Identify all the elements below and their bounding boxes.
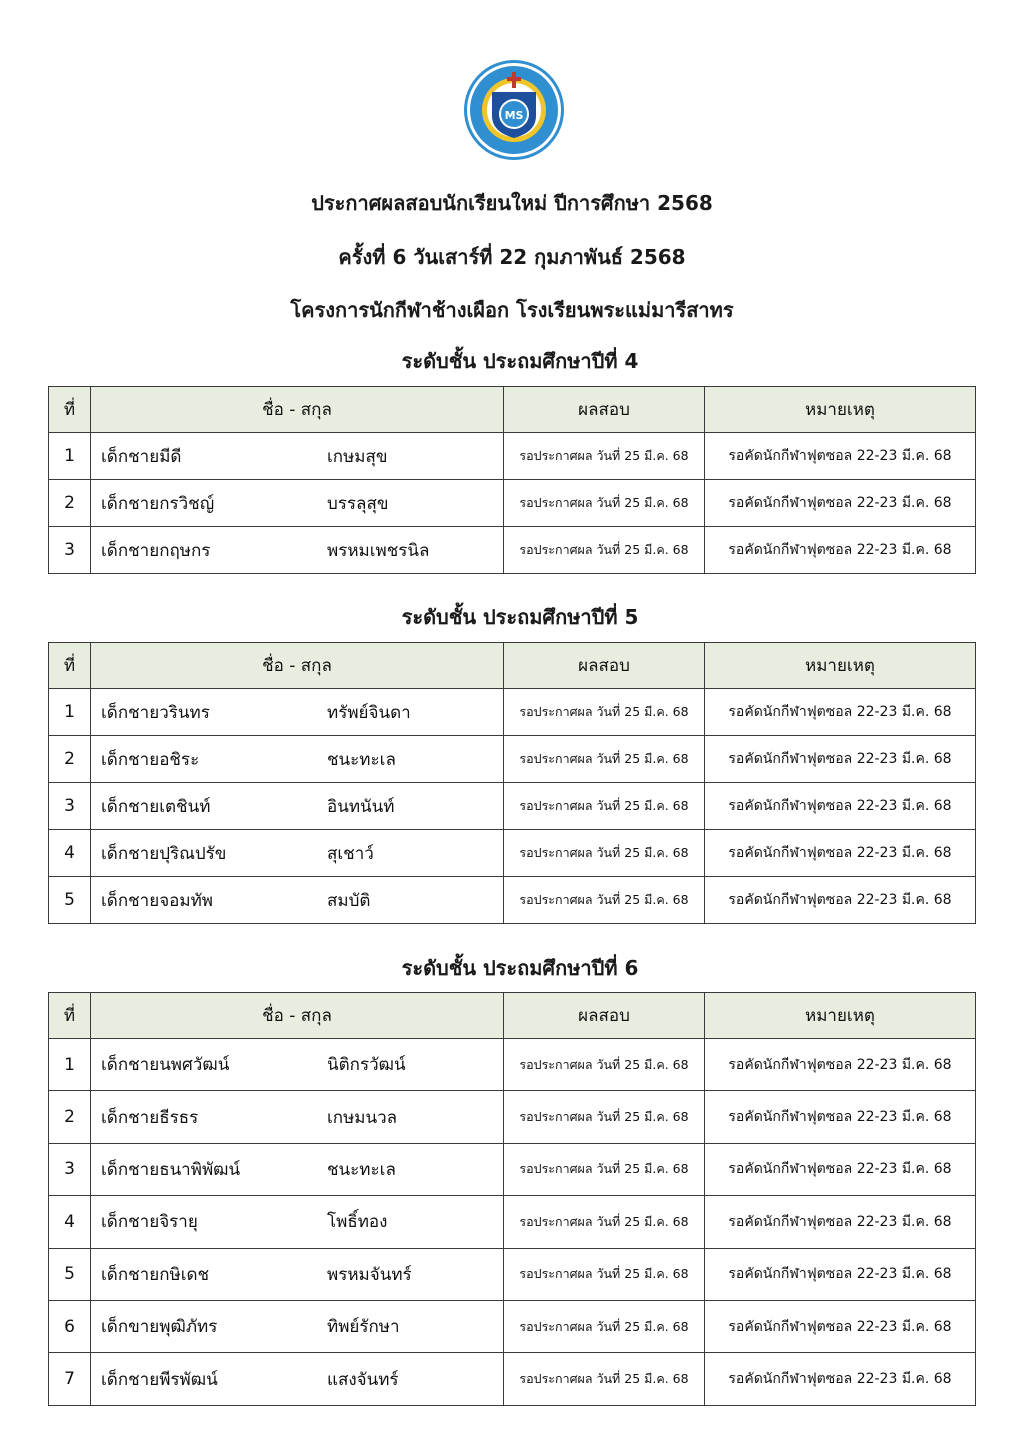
row-number: 1 bbox=[49, 689, 91, 736]
row-number: 3 bbox=[49, 783, 91, 830]
exam-result: รอประกาศผล วันที่ 25 มี.ค. 68 bbox=[504, 1353, 705, 1405]
row-number: 1 bbox=[49, 1039, 91, 1091]
remark-note: รอคัดนักกีฬาฟุตซอล 22-23 มี.ค. 68 bbox=[705, 1091, 976, 1143]
program-title: โครงการนักกีฬาช้างเผือก โรงเรียนพระแม่มารีสาทร bbox=[290, 298, 734, 322]
column-header-result: ผลสอบ bbox=[504, 643, 705, 689]
student-last-name: ทรัพย์จินดา bbox=[327, 702, 411, 723]
student-first-name: เด็กชายนพศวัฒน์ bbox=[101, 1055, 230, 1076]
table-row bbox=[49, 783, 976, 830]
table-row bbox=[49, 877, 976, 924]
student-first-name: เด็กชายกฤษกร bbox=[101, 540, 211, 561]
student-last-name: ทิพย์รักษา bbox=[327, 1317, 400, 1338]
student-name-cell bbox=[91, 1091, 504, 1143]
student-first-name: เด็กชายกรวิชญ์ bbox=[101, 493, 215, 514]
student-last-name: เกษมนวล bbox=[327, 1107, 398, 1128]
student-name-cell bbox=[91, 527, 504, 574]
student-last-name: ชนะทะเล bbox=[327, 1159, 396, 1180]
remark-note: รอคัดนักกีฬาฟุตซอล 22-23 มี.ค. 68 bbox=[705, 689, 976, 736]
exam-result: รอประกาศผล วันที่ 25 มี.ค. 68 bbox=[504, 689, 705, 736]
exam-result: รอประกาศผล วันที่ 25 มี.ค. 68 bbox=[504, 830, 705, 877]
student-name-cell bbox=[91, 689, 504, 736]
exam-result: รอประกาศผล วันที่ 25 มี.ค. 68 bbox=[504, 480, 705, 527]
column-header-remark: หมายเหตุ bbox=[705, 643, 976, 689]
row-number: 7 bbox=[49, 1353, 91, 1405]
student-name-cell bbox=[91, 433, 504, 480]
table-row bbox=[49, 1196, 976, 1248]
exam-result: รอประกาศผล วันที่ 25 มี.ค. 68 bbox=[504, 1300, 705, 1352]
table-row bbox=[49, 433, 976, 480]
exam-result: รอประกาศผล วันที่ 25 มี.ค. 68 bbox=[504, 1143, 705, 1195]
student-first-name: เด็กชายวรินทร bbox=[101, 702, 210, 723]
student-first-name: เด็กชายปุริณปรัข bbox=[101, 843, 227, 864]
student-last-name: นิติกรวัฒน์ bbox=[327, 1055, 406, 1076]
student-last-name: ชนะทะเล bbox=[327, 749, 396, 770]
student-last-name: พรหมจันทร์ bbox=[327, 1264, 412, 1285]
remark-note: รอคัดนักกีฬาฟุตซอล 22-23 มี.ค. 68 bbox=[705, 433, 976, 480]
student-first-name: เด็กชายจิรายุ bbox=[101, 1212, 198, 1233]
exam-result: รอประกาศผล วันที่ 25 มี.ค. 68 bbox=[504, 527, 705, 574]
exam-result: รอประกาศผล วันที่ 25 มี.ค. 68 bbox=[504, 1196, 705, 1248]
student-name-cell bbox=[91, 783, 504, 830]
student-last-name: โพธิ์ทอง bbox=[327, 1212, 388, 1233]
row-number: 1 bbox=[49, 433, 91, 480]
school-crest-logo bbox=[462, 58, 566, 162]
row-number: 3 bbox=[49, 1143, 91, 1195]
column-header-result: ผลสอบ bbox=[504, 387, 705, 433]
table-row bbox=[49, 1091, 976, 1143]
column-header-name: ชื่อ - สกุล bbox=[91, 387, 504, 433]
column-header-result: ผลสอบ bbox=[504, 993, 705, 1039]
svg-text:MS: MS bbox=[504, 109, 524, 122]
student-name-cell bbox=[91, 1248, 504, 1300]
section-level-p5: ระดับชั้น ประถมศึกษาปีที่ 5 bbox=[401, 605, 639, 629]
row-number: 2 bbox=[49, 1091, 91, 1143]
row-number: 4 bbox=[49, 830, 91, 877]
student-last-name: เกษมสุข bbox=[327, 446, 388, 467]
exam-date-title: ครั้งที่ 6 วันเสาร์ที่ 22 กุมภาพันธ์ 2568 bbox=[338, 245, 686, 269]
row-number: 2 bbox=[49, 736, 91, 783]
table-row bbox=[49, 830, 976, 877]
announcement-title: ประกาศผลสอบนักเรียนใหม่ ปีการศึกษา 2568 bbox=[311, 191, 713, 215]
column-header-remark: หมายเหตุ bbox=[705, 993, 976, 1039]
student-name-cell bbox=[91, 1039, 504, 1091]
student-first-name: เด็กชายพีรพัฒน์ bbox=[101, 1369, 218, 1390]
student-first-name: เด็กชายจอมทัพ bbox=[101, 890, 213, 911]
student-first-name: เด็กชายธีรธร bbox=[101, 1107, 199, 1128]
remark-note: รอคัดนักกีฬาฟุตซอล 22-23 มี.ค. 68 bbox=[705, 1196, 976, 1248]
table-header-row bbox=[49, 643, 976, 689]
table-row bbox=[49, 480, 976, 527]
student-last-name: บรรลุสุข bbox=[327, 493, 389, 514]
table-row bbox=[49, 1143, 976, 1195]
remark-note: รอคัดนักกีฬาฟุตซอล 22-23 มี.ค. 68 bbox=[705, 736, 976, 783]
remark-note: รอคัดนักกีฬาฟุตซอล 22-23 มี.ค. 68 bbox=[705, 527, 976, 574]
row-number: 3 bbox=[49, 527, 91, 574]
remark-note: รอคัดนักกีฬาฟุตซอล 22-23 มี.ค. 68 bbox=[705, 783, 976, 830]
table-header-row bbox=[49, 387, 976, 433]
remark-note: รอคัดนักกีฬาฟุตซอล 22-23 มี.ค. 68 bbox=[705, 830, 976, 877]
student-name-cell bbox=[91, 1300, 504, 1352]
row-number: 5 bbox=[49, 1248, 91, 1300]
student-first-name: เด็กชายมีดี bbox=[101, 446, 182, 467]
remark-note: รอคัดนักกีฬาฟุตซอล 22-23 มี.ค. 68 bbox=[705, 1143, 976, 1195]
column-header-no: ที่ bbox=[49, 387, 91, 433]
remark-note: รอคัดนักกีฬาฟุตซอล 22-23 มี.ค. 68 bbox=[705, 877, 976, 924]
results-table-p5 bbox=[48, 642, 976, 924]
exam-result: รอประกาศผล วันที่ 25 มี.ค. 68 bbox=[504, 1091, 705, 1143]
student-first-name: เด็กขายพุฒิภัทร bbox=[101, 1317, 218, 1338]
table-row bbox=[49, 527, 976, 574]
exam-result: รอประกาศผล วันที่ 25 มี.ค. 68 bbox=[504, 783, 705, 830]
remark-note: รอคัดนักกีฬาฟุตซอล 22-23 มี.ค. 68 bbox=[705, 1300, 976, 1352]
student-first-name: เด็กชายกษิเดช bbox=[101, 1264, 210, 1285]
student-first-name: เด็กชายอชิระ bbox=[101, 749, 200, 770]
table-row bbox=[49, 736, 976, 783]
results-table-p4 bbox=[48, 386, 976, 574]
table-row bbox=[49, 1039, 976, 1091]
student-first-name: เด็กชายเตชินท์ bbox=[101, 796, 211, 817]
student-last-name: อินทนันท์ bbox=[327, 796, 395, 817]
remark-note: รอคัดนักกีฬาฟุตซอล 22-23 มี.ค. 68 bbox=[705, 480, 976, 527]
remark-note: รอคัดนักกีฬาฟุตซอล 22-23 มี.ค. 68 bbox=[705, 1248, 976, 1300]
student-last-name: พรหมเพชรนิล bbox=[327, 540, 430, 561]
student-first-name: เด็กชายธนาพิพัฒน์ bbox=[101, 1159, 241, 1180]
row-number: 2 bbox=[49, 480, 91, 527]
student-name-cell bbox=[91, 830, 504, 877]
row-number: 4 bbox=[49, 1196, 91, 1248]
table-header-row bbox=[49, 993, 976, 1039]
student-name-cell bbox=[91, 736, 504, 783]
student-name-cell bbox=[91, 480, 504, 527]
row-number: 6 bbox=[49, 1300, 91, 1352]
column-header-no: ที่ bbox=[49, 993, 91, 1039]
remark-note: รอคัดนักกีฬาฟุตซอล 22-23 มี.ค. 68 bbox=[705, 1039, 976, 1091]
student-name-cell bbox=[91, 1353, 504, 1405]
student-last-name: สมบัติ bbox=[327, 890, 371, 911]
row-number: 5 bbox=[49, 877, 91, 924]
section-level-p4: ระดับชั้น ประถมศึกษาปีที่ 4 bbox=[401, 349, 639, 373]
table-row bbox=[49, 1353, 976, 1405]
section-level-p6: ระดับชั้น ประถมศึกษาปีที่ 6 bbox=[401, 956, 639, 980]
exam-result: รอประกาศผล วันที่ 25 มี.ค. 68 bbox=[504, 1039, 705, 1091]
student-name-cell bbox=[91, 1143, 504, 1195]
results-table-p6 bbox=[48, 992, 976, 1406]
exam-result: รอประกาศผล วันที่ 25 มี.ค. 68 bbox=[504, 1248, 705, 1300]
column-header-remark: หมายเหตุ bbox=[705, 387, 976, 433]
exam-result: รอประกาศผล วันที่ 25 มี.ค. 68 bbox=[504, 433, 705, 480]
student-name-cell bbox=[91, 877, 504, 924]
exam-result: รอประกาศผล วันที่ 25 มี.ค. 68 bbox=[504, 736, 705, 783]
column-header-no: ที่ bbox=[49, 643, 91, 689]
student-name-cell bbox=[91, 1196, 504, 1248]
column-header-name: ชื่อ - สกุล bbox=[91, 993, 504, 1039]
exam-result: รอประกาศผล วันที่ 25 มี.ค. 68 bbox=[504, 877, 705, 924]
remark-note: รอคัดนักกีฬาฟุตซอล 22-23 มี.ค. 68 bbox=[705, 1353, 976, 1405]
column-header-name: ชื่อ - สกุล bbox=[91, 643, 504, 689]
table-row bbox=[49, 1300, 976, 1352]
table-row bbox=[49, 1248, 976, 1300]
student-last-name: แสงจันทร์ bbox=[327, 1369, 399, 1390]
student-last-name: สุเชาว์ bbox=[327, 843, 374, 864]
table-row bbox=[49, 689, 976, 736]
